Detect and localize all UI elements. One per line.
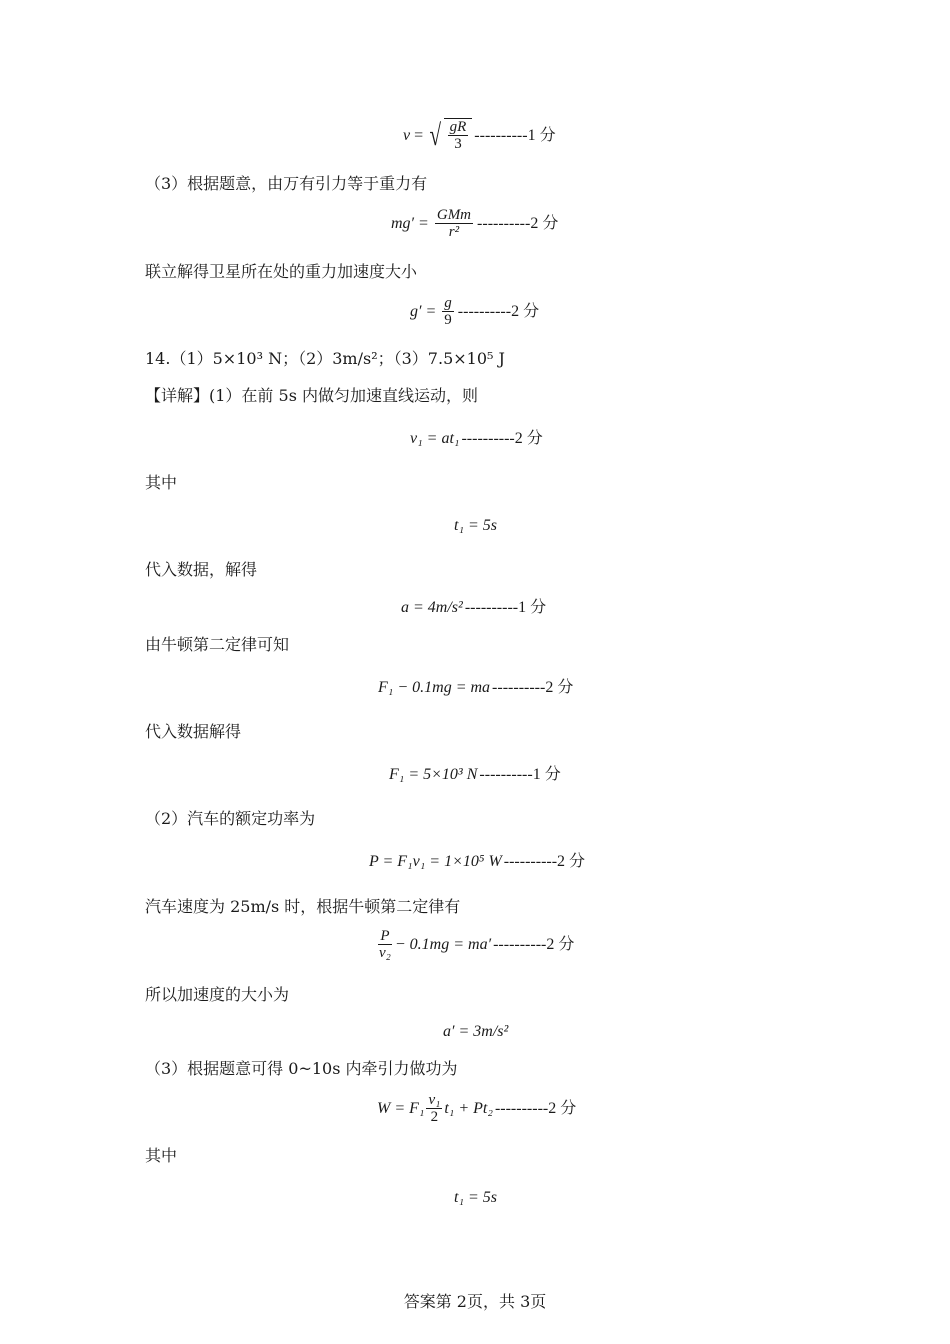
paragraph: 由牛顿第二定律可知 [145, 635, 290, 654]
frac-den: v₂ [379, 945, 391, 961]
equation-v1 [410, 428, 543, 450]
score: ----------2 分 [492, 679, 574, 696]
paragraph: 其中 [145, 1146, 178, 1165]
equation-a [401, 597, 546, 619]
paragraph: 汽车速度为 25m/s 时，根据牛顿第二定律有 [145, 897, 461, 916]
equation-F1 [378, 677, 573, 699]
score: ----------1 分 [474, 127, 556, 144]
frac-num: g [444, 295, 452, 311]
fraction [377, 928, 393, 961]
eq-text: F₁ = 5×10³ N [389, 766, 478, 783]
question-14-answers: 14.（1）5×10³ N；（2）3m/s²；（3）7.5×10⁵ J [145, 349, 505, 368]
eq-text: t₁ = 5s [454, 517, 498, 534]
frac-den: r² [448, 224, 460, 240]
score: ----------1 分 [464, 599, 547, 616]
eq-text: F₁ − 0.1mg = ma [378, 679, 491, 696]
fraction [426, 1092, 442, 1125]
eq-text: a = 4m/s² [401, 599, 463, 616]
eq-lhs: mg′ = [391, 214, 429, 232]
equation-W [377, 1092, 576, 1125]
equation-a2 [443, 1021, 508, 1043]
eq-lhs: v [403, 127, 411, 144]
paragraph: （2）汽车的额定功率为 [145, 809, 316, 828]
equation-mg [391, 207, 558, 240]
score: ----------2 分 [461, 430, 543, 447]
score: ----------1 分 [479, 766, 561, 783]
frac-num: v₁ [428, 1092, 441, 1108]
score: ----------2 分 [494, 1099, 577, 1117]
eq-text: a′ = 3m/s² [443, 1023, 509, 1040]
frac-den: 3 [454, 136, 462, 152]
page-footer: 答案第 2页，共 3页 [403, 1292, 547, 1311]
score: ----------2 分 [477, 214, 559, 232]
frac-den: 2 [430, 1109, 439, 1125]
equation-t1 [454, 515, 497, 537]
paragraph: 代入数据，解得 [145, 560, 258, 579]
eq-lhs: g′ = [410, 302, 437, 320]
paragraph: 所以加速度的大小为 [145, 985, 290, 1004]
paragraph: 联立解得卫星所在处的重力加速度大小 [145, 262, 418, 281]
paragraph: 其中 [145, 473, 178, 492]
eq-text: v₁ = at₁ [410, 430, 460, 447]
paragraph: 代入数据解得 [145, 722, 242, 741]
equation-v: v = √ $\frac{gR}{3}$ ----------1 分 [403, 119, 556, 152]
fraction [442, 295, 454, 328]
frac-den: 9 [444, 312, 452, 328]
eq-text: t₁ + Pt₂ [444, 1099, 493, 1117]
equation-t1-repeat [454, 1187, 497, 1209]
frac-num: gR [449, 119, 467, 135]
eq-text: W = F₁ [377, 1099, 425, 1117]
frac-num: GMm [436, 207, 472, 223]
fraction [435, 207, 473, 240]
eq-text: − 0.1mg = ma′ [394, 935, 492, 953]
equation-P [369, 851, 585, 873]
paragraph: （3）根据题意可得 0~10s 内牵引力做功为 [145, 1059, 458, 1078]
score: ----------2 分 [493, 935, 575, 953]
equation-F1-value [389, 764, 561, 786]
frac-num: P [380, 928, 390, 944]
score: ----------2 分 [457, 302, 540, 320]
detail-heading: 【详解】(1）在前 5s 内做匀加速直线运动，则 [145, 386, 478, 405]
eq-text: P = F₁v₁ = 1×10⁵ W [369, 853, 502, 870]
paragraph: （3）根据题意，由万有引力等于重力有 [145, 174, 428, 193]
equation-Pv2 [375, 928, 574, 961]
score: ----------2 分 [503, 853, 586, 870]
eq-text: t₁ = 5s [454, 1189, 498, 1206]
equation-g [410, 295, 539, 328]
sqrt: √ $\frac{gR}{3}$ [427, 118, 472, 154]
